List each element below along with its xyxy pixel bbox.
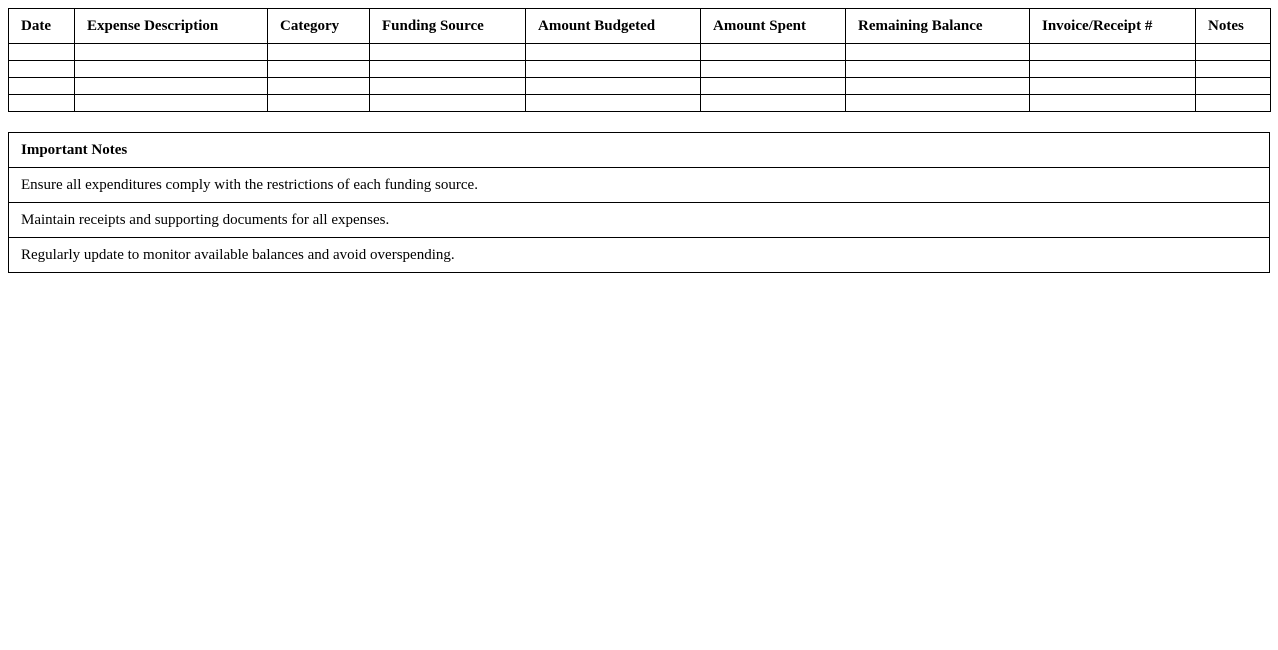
header-remaining-balance: Remaining Balance [846,9,1030,44]
table-cell [370,95,526,112]
notes-row [9,168,1270,203]
table-cell [9,44,75,61]
table-cell [701,44,846,61]
table-cell [75,44,268,61]
table-cell [9,78,75,95]
header-expense-description: Expense Description [75,9,268,44]
header-notes: Notes [1196,9,1271,44]
table-cell [1030,78,1196,95]
table-cell [701,61,846,78]
table-cell [268,95,370,112]
header-date: Date [9,9,75,44]
notes-title: Important Notes [9,133,1270,168]
table-cell [1196,61,1271,78]
table-cell [268,78,370,95]
table-cell [526,78,701,95]
table-cell [9,95,75,112]
header-invoice-receipt: Invoice/Receipt # [1030,9,1196,44]
expense-tracker-table [8,8,1271,112]
table-cell [1030,61,1196,78]
table-cell [1196,44,1271,61]
important-notes-table [8,132,1270,273]
header-category: Category [268,9,370,44]
notes-header-row [9,133,1270,168]
table-row [9,78,1271,95]
table-cell [846,78,1030,95]
table-cell [268,61,370,78]
notes-row [9,203,1270,238]
table-cell [701,78,846,95]
table-cell [75,78,268,95]
table-row [9,95,1271,112]
table-cell [75,95,268,112]
table-cell [268,44,370,61]
header-funding-source: Funding Source [370,9,526,44]
table-cell [526,95,701,112]
table-cell [1196,78,1271,95]
table-cell [846,95,1030,112]
document-body [8,8,1270,273]
note-item: Regularly update to monitor available balances and avoid overspending. [9,238,1270,273]
table-cell [846,44,1030,61]
header-amount-budgeted: Amount Budgeted [526,9,701,44]
table-cell [1030,44,1196,61]
table-cell [526,44,701,61]
table-cell [370,44,526,61]
table-cell [9,61,75,78]
table-row [9,61,1271,78]
table-cell [526,61,701,78]
note-item: Ensure all expenditures comply with the restrictions of each funding source. [9,168,1270,203]
table-cell [75,61,268,78]
table-cell [701,95,846,112]
table-cell [370,61,526,78]
notes-row [9,238,1270,273]
table-cell [846,61,1030,78]
table-cell [1030,95,1196,112]
table-cell [1196,95,1271,112]
header-amount-spent: Amount Spent [701,9,846,44]
table-row [9,44,1271,61]
table-cell [370,78,526,95]
note-item: Maintain receipts and supporting documents for all expenses. [9,203,1270,238]
table-header-row [9,9,1271,44]
